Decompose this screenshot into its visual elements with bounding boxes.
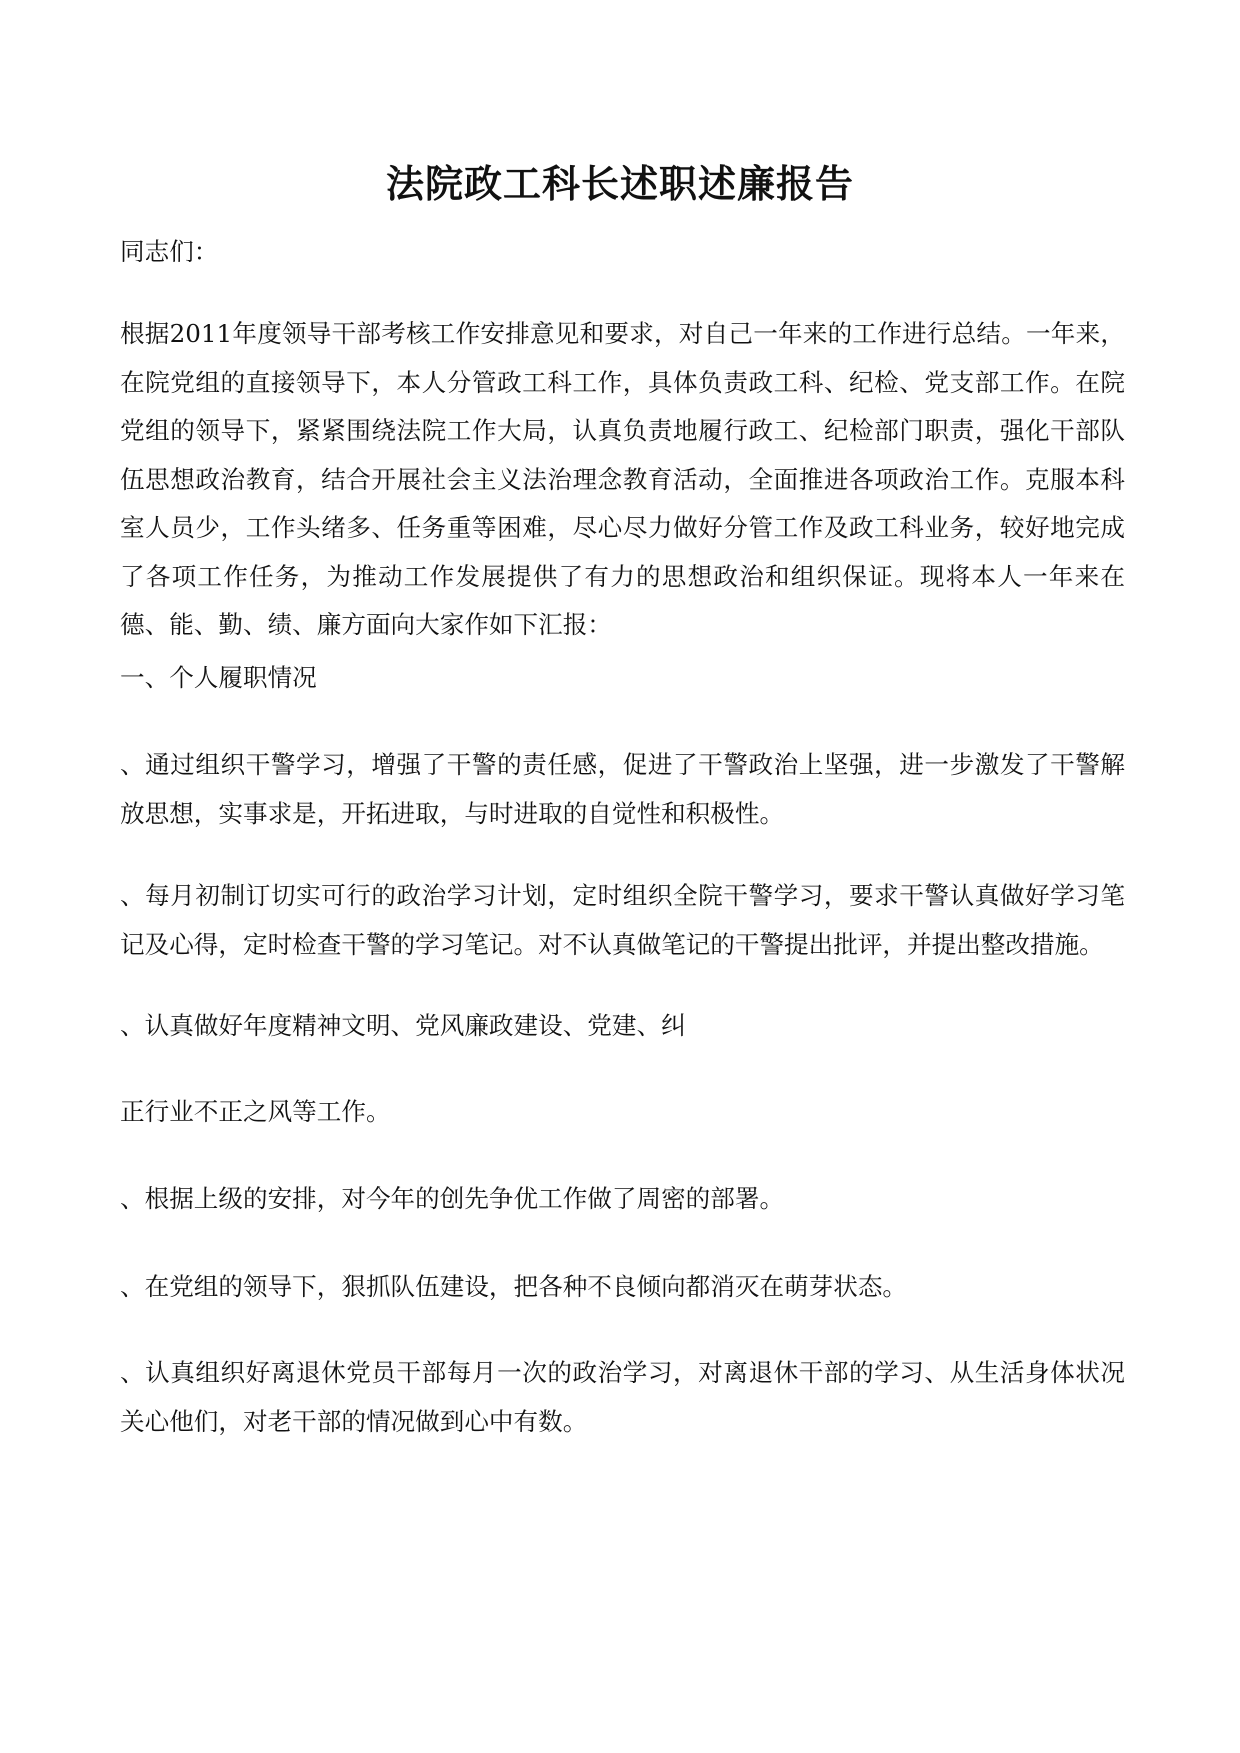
document-title: 法院政工科长述职述廉报告 — [385, 161, 854, 206]
intro-paragraph: 根据2011年度领导干部考核工作安排意见和要求，对自己一年来的工作进行总结。一年来，在院党组的直接领导下，本人分管政工科工作，具体负责政工科、纪检、党支部工作。在院党组的领导下，紧紧围绕法院工作大局，认真负责地履行政工、纪检部门职责，强化干部队伍思想政治教育，结合开展社会主义法治理念教育活动，全面推进各项政治工作。克服本科室人员少，工作头绪多、任务重等困难，尽心尽力做好分管工作及政工科业务，较好地完成了各项工作任务，为推动工作发展提供了有力的思想政治和组织保证。现将本人一年来在德、能、勤、绩、廉方面向大家作如下汇报： — [120, 319, 1125, 639]
salutation: 同志们： — [120, 237, 219, 266]
section-heading: 一、个人履职情况 — [120, 663, 317, 692]
list-item: 、根据上级的安排，对今年的创先争优工作做了周密的部署。 — [120, 1184, 785, 1213]
list-item: 正行业不正之风等工作。 — [120, 1097, 391, 1126]
list-item: 、通过组织干警学习，增强了干警的责任感，促进了干警政治上坚强，进一步激发了干警解放思想，实事求是，开拓进取，与时进取的自觉性和积极性。 — [120, 750, 1125, 828]
list-item: 、每月初制订切实可行的政治学习计划，定时组织全院干警学习，要求干警认真做好学习笔记及心得，定时检查干警的学习笔记。对不认真做笔记的干警提出批评，并提出整改措施。 — [120, 881, 1125, 959]
list-item: 、认真做好年度精神文明、党风廉政建设、党建、纠 — [120, 1011, 686, 1040]
list-item: 、认真组织好离退休党员干部每月一次的政治学习，对离退休干部的学习、从生活身体状况关心他们，对老干部的情况做到心中有数。 — [120, 1358, 1125, 1436]
list-item: 、在党组的领导下，狠抓队伍建设，把各种不良倾向都消灭在萌芽状态。 — [120, 1272, 908, 1301]
